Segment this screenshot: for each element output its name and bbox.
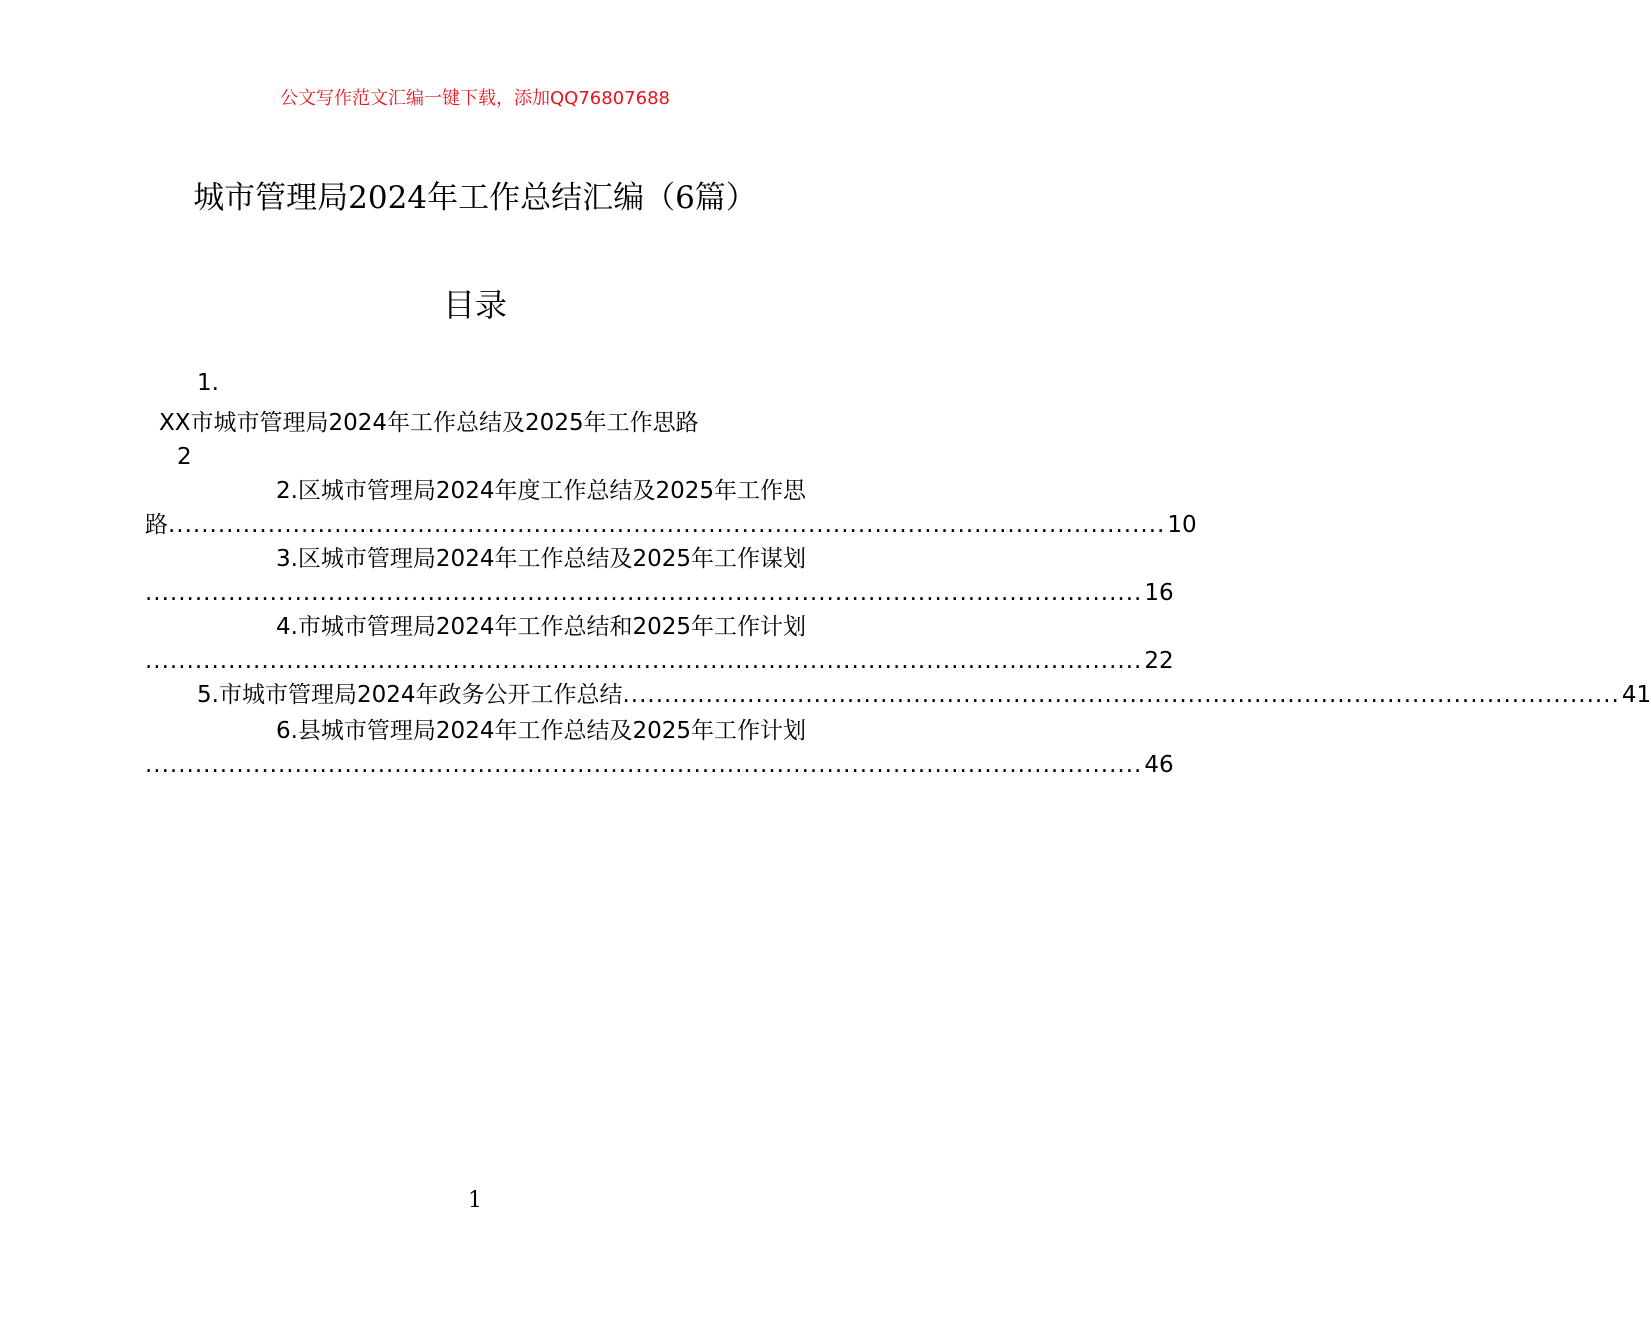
toc-entry-5[interactable] (145, 678, 1651, 712)
toc-entry-3-leader[interactable] (145, 576, 1174, 610)
leader-dots: ........................................................................................................................ (622, 682, 1620, 708)
document-title: 城市管理局2024年工作总结汇编（6篇） (193, 180, 757, 216)
toc-heading: 目录 (442, 286, 507, 324)
toc-entry-2-number: 2. (275, 478, 298, 504)
toc-entry-2-page: 10 (1167, 512, 1197, 538)
toc-entry-4-leader[interactable] (145, 644, 1174, 678)
leader-dots: ........................................................................................................................ (145, 580, 1143, 606)
toc-entry-6-number: 6. (275, 718, 298, 744)
toc-entry-3-text: 区城市管理局2024年工作总结及2025年工作谋划 (297, 546, 806, 572)
page-number: 1 (468, 1188, 482, 1213)
toc-entry-4-page: 22 (1144, 648, 1174, 674)
toc-entry-5-text: 市城市管理局2024年政务公开工作总结 (218, 682, 623, 708)
promo-banner-link[interactable]: 公文写作范文汇编一键下载，添加QQ76807688 (280, 88, 670, 109)
toc-entry-6[interactable] (145, 714, 806, 748)
leader-dots: ........................................................................................................................ (145, 648, 1143, 674)
leader-dots: ........................................................................................................................ (145, 752, 1143, 778)
toc-entry-2-text-cont: 路 (145, 512, 168, 538)
toc-entry-4-number: 4. (275, 614, 298, 640)
toc-entry-5-page: 41 (1621, 682, 1651, 708)
toc-entry-6-page: 46 (1144, 752, 1174, 778)
leader-dots: ........................................................................................................................ (168, 512, 1166, 538)
toc-entry-1-text[interactable]: XX市城市管理局2024年工作总结及2025年工作思路 (159, 410, 699, 436)
toc-entry-6-text: 县城市管理局2024年工作总结及2025年工作计划 (297, 718, 806, 744)
toc-entry-5-number: 5. (197, 682, 219, 708)
toc-entry-6-leader[interactable] (145, 748, 1174, 782)
toc-entry-1-page[interactable]: 2 (177, 444, 192, 470)
toc-entry-3-page: 16 (1144, 580, 1174, 606)
toc-entry-2[interactable] (145, 474, 806, 508)
toc-entry-4[interactable] (145, 610, 806, 644)
toc-entry-3-number: 3. (275, 546, 298, 572)
toc-entry-2-leader[interactable] (145, 508, 1197, 542)
toc-entry-4-text: 市城市管理局2024年工作总结和2025年工作计划 (297, 614, 806, 640)
toc-entry-1-number[interactable]: 1. (197, 370, 219, 396)
toc-entry-3[interactable] (145, 542, 806, 576)
toc-entry-2-text: 区城市管理局2024年度工作总结及2025年工作思 (297, 478, 806, 504)
